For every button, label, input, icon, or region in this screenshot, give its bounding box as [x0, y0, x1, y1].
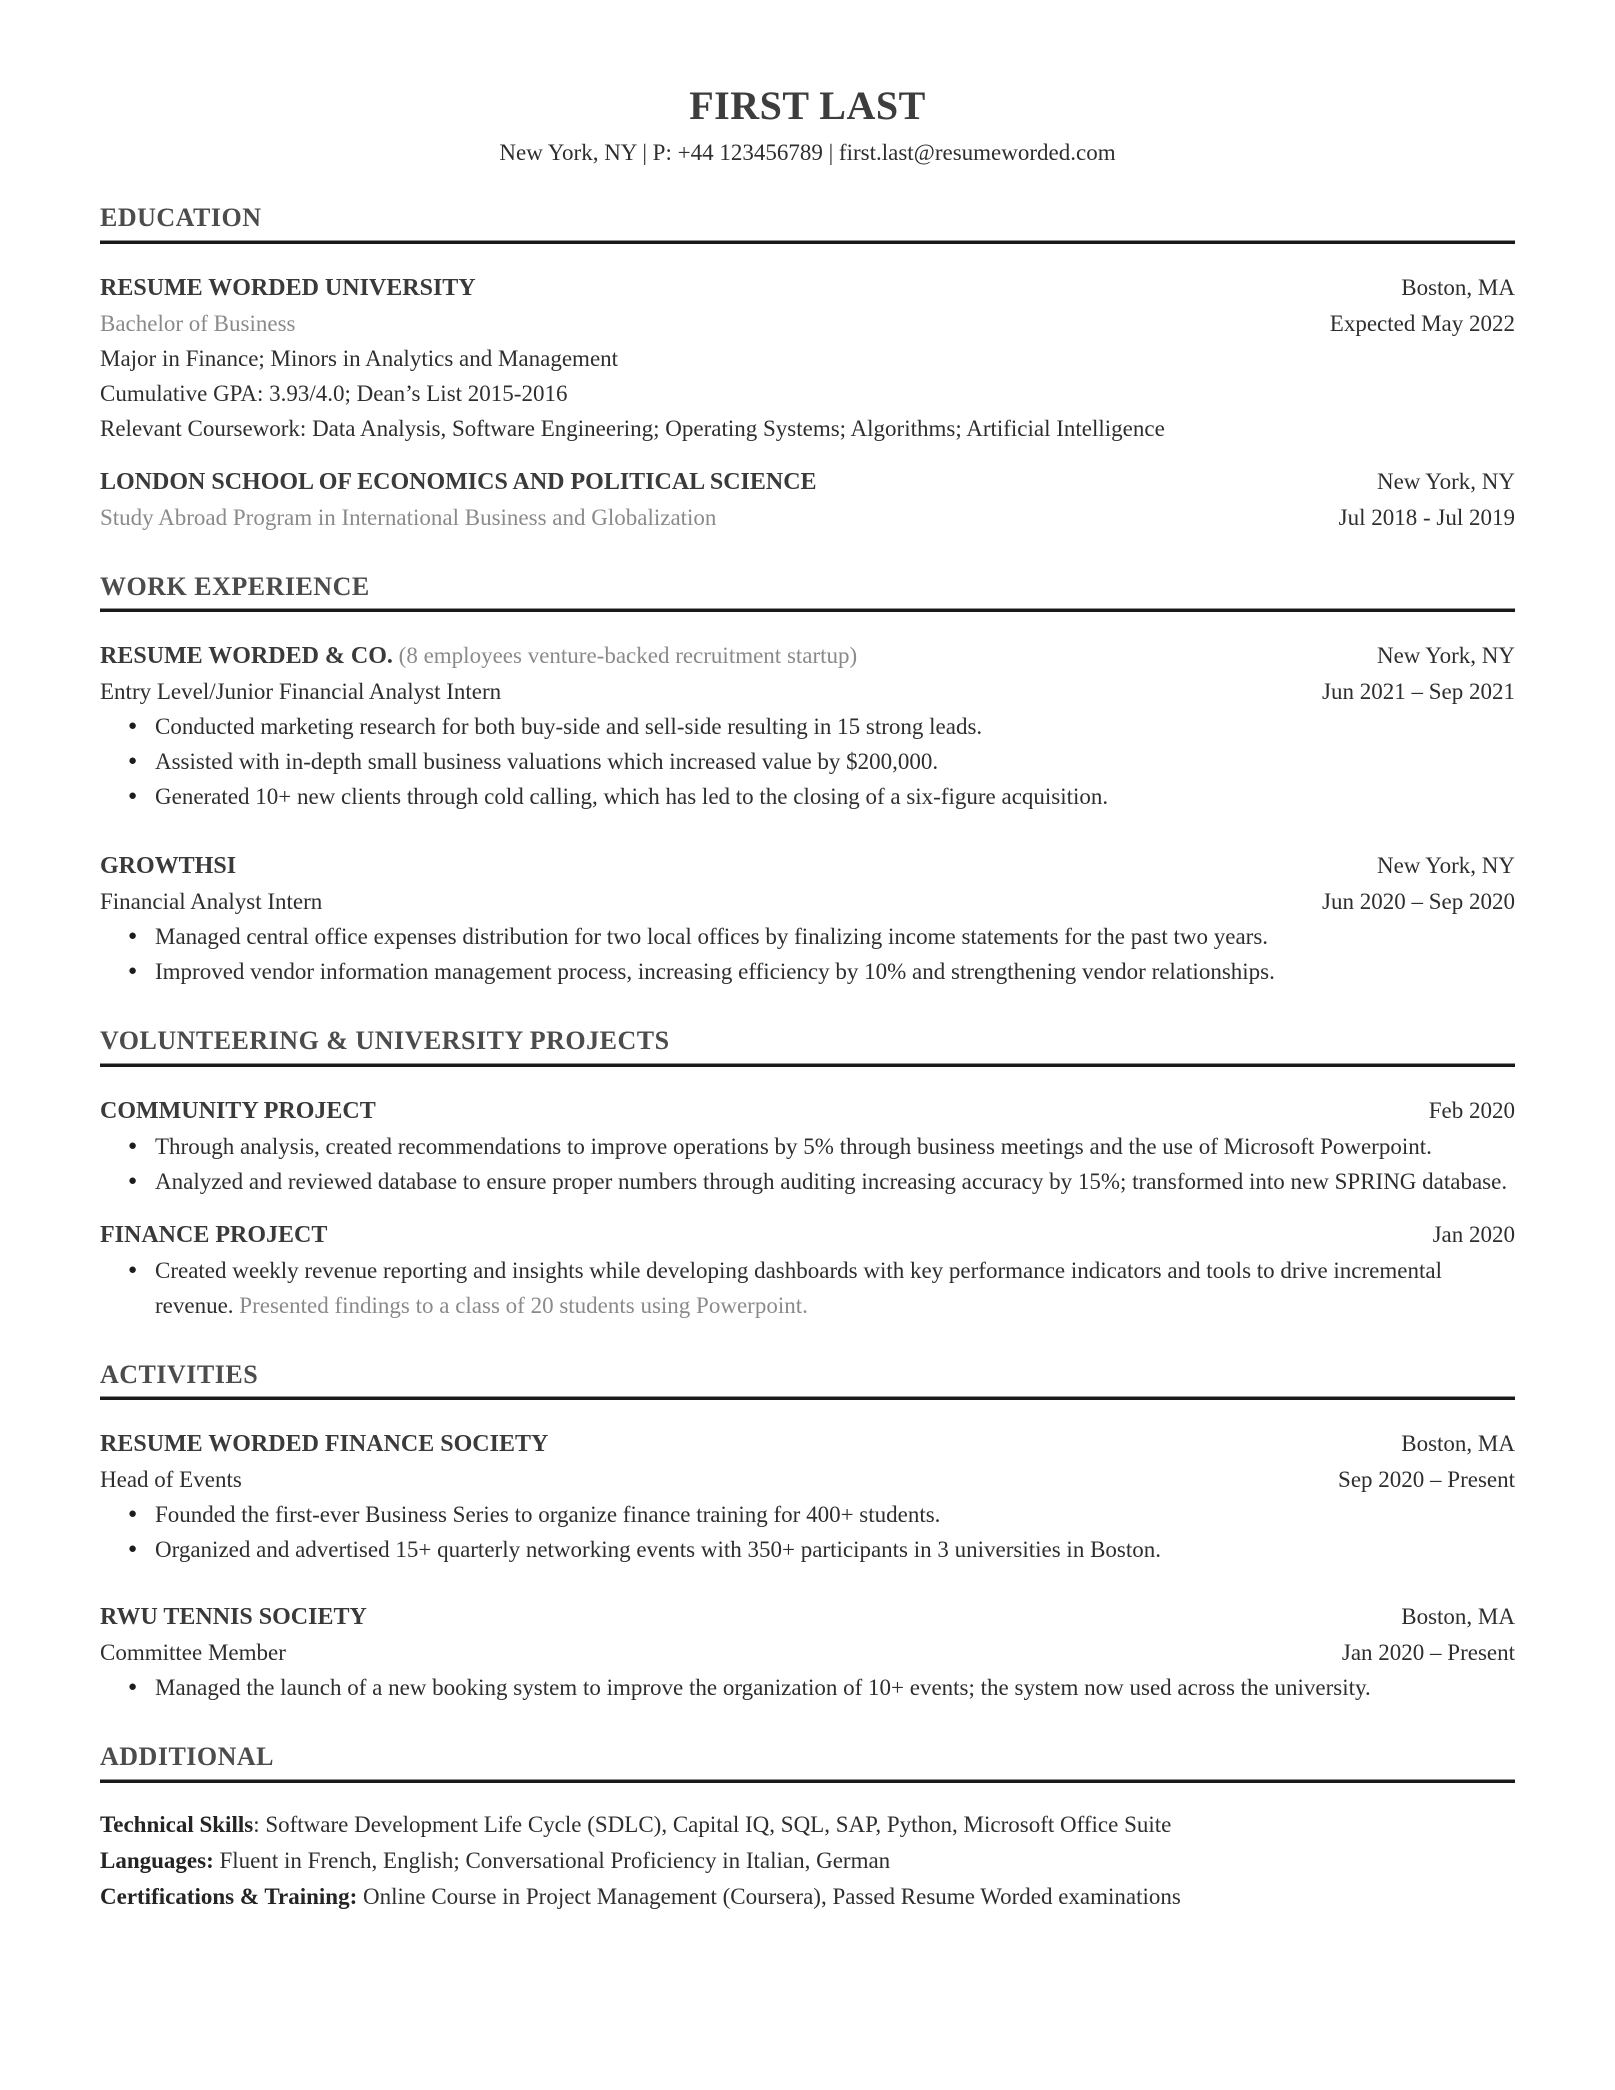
- education-entry: [100, 464, 1515, 535]
- entry-header-row: [100, 464, 1515, 500]
- bullet-list: [100, 709, 1515, 814]
- activity-role: Head of Events: [100, 1467, 242, 1493]
- bullet-list: [100, 1129, 1515, 1199]
- entry-date: Jun 2020 – Sep 2020: [1322, 889, 1515, 915]
- contact-line: New York, NY | P: +44 123456789 | first.last@resumeworded.com: [499, 140, 1116, 165]
- degree: Study Abroad Program in International Business and Globalization: [100, 504, 717, 530]
- education-entry: [100, 270, 1515, 446]
- bullet-item: [100, 1253, 1515, 1323]
- detail-line: Relevant Coursework: Data Analysis, Software Engineering; Operating Systems; Algorithms; Artificial Intelligence: [100, 415, 1165, 441]
- bullet-item: ● Analyzed and reviewed database to ensure proper numbers through auditing increasing accuracy by 15%; transformed into new SPRING database.: [100, 1164, 1515, 1199]
- section-work-experience: [100, 573, 1515, 990]
- entry-header-row: [100, 1426, 1515, 1462]
- additional-label: Certifications & Training:: [100, 1883, 358, 1909]
- organization-name: RWU TENNIS SOCIETY: [100, 1604, 367, 1631]
- entry-header-row: [100, 1217, 1515, 1253]
- project-entry: [100, 1217, 1515, 1323]
- bullet-item: ● Managed the launch of a new booking system to improve the organization of 10+ events; the system now used across the university.: [100, 1670, 1515, 1705]
- section-education: [100, 204, 1515, 535]
- activity-role: Committee Member: [100, 1640, 286, 1666]
- entry-date: Jan 2020: [1432, 1221, 1515, 1247]
- section-rule: [100, 1779, 1515, 1783]
- entry-location: Boston, MA: [1401, 274, 1515, 300]
- entry-location: New York, NY: [1376, 643, 1515, 669]
- bullet-list: [100, 1497, 1515, 1567]
- entry-subtitle-row: [100, 884, 1515, 919]
- section-rule: [100, 240, 1515, 244]
- degree: Bachelor of Business: [100, 310, 296, 336]
- bullet-item: ● Generated 10+ new clients through cold calling, which has led to the closing of a six-figure acquisition.: [100, 779, 1515, 814]
- school-name: RESUME WORDED UNIVERSITY: [100, 274, 476, 301]
- additional-text: Online Course in Project Management (Coursera), Passed Resume Worded examinations: [357, 1883, 1181, 1909]
- entry-header-row: [100, 638, 1515, 674]
- entry-subtitle-row: [100, 1635, 1515, 1670]
- activity-entry: [100, 1599, 1515, 1705]
- entry-date: Jul 2018 - Jul 2019: [1338, 504, 1515, 530]
- project-name: FINANCE PROJECT: [100, 1221, 328, 1248]
- entry-location: New York, NY: [1376, 468, 1515, 494]
- job-title: Financial Analyst Intern: [100, 889, 323, 915]
- section-volunteering-projects: [100, 1027, 1515, 1323]
- bullet-text-muted: Presented findings to a class of 20 students using Powerpoint.: [233, 1292, 808, 1318]
- section-rule: [100, 1063, 1515, 1067]
- section-rule: [100, 608, 1515, 612]
- school-name: LONDON SCHOOL OF ECONOMICS AND POLITICAL SCIENCE: [100, 468, 817, 495]
- entry-location: Boston, MA: [1401, 1431, 1515, 1457]
- entry-location: Boston, MA: [1401, 1604, 1515, 1630]
- activity-entry: [100, 1426, 1515, 1567]
- bullet-item: ● Assisted with in-depth small business valuations which increased value by $200,000.: [100, 744, 1515, 779]
- bullet-item: ● Conducted marketing research for both buy-side and sell-side resulting in 15 strong leads.: [100, 709, 1515, 744]
- section-title: EDUCATION: [100, 203, 262, 232]
- bullet-item: ● Through analysis, created recommendations to improve operations by 5% through business meetings and the use of Microsoft Powerpoint.: [100, 1129, 1515, 1164]
- entry-subtitle-row: [100, 674, 1515, 709]
- additional-label: Technical Skills: [100, 1811, 254, 1837]
- bullet-list: [100, 1670, 1515, 1705]
- entry-subtitle-row: [100, 1462, 1515, 1497]
- bullet-text: Created weekly revenue reporting and insights while developing dashboards with key performance indicators and tools to drive incremental revenue.: [155, 1257, 1442, 1318]
- job-title: Entry Level/Junior Financial Analyst Intern: [100, 679, 502, 705]
- entry-subtitle-row: [100, 500, 1515, 535]
- organization-name: RESUME WORDED FINANCE SOCIETY: [100, 1431, 549, 1458]
- section-title: WORK EXPERIENCE: [100, 571, 370, 601]
- section-additional: [100, 1743, 1515, 1915]
- company-name: RESUME WORDED & CO.: [100, 643, 393, 670]
- additional-text: : Software Development Life Cycle (SDLC), Capital IQ, SQL, SAP, Python, Microsoft Office Suite: [253, 1811, 1172, 1837]
- entry-header-row: [100, 1599, 1515, 1635]
- additional-line: [100, 1879, 1515, 1915]
- entry-date: Expected May 2022: [1329, 310, 1515, 336]
- entry-date: Jan 2020 – Present: [1341, 1640, 1515, 1666]
- project-entry: [100, 1093, 1515, 1199]
- bullet-list: [100, 919, 1515, 989]
- company-name: GROWTHSI: [100, 853, 237, 880]
- section-title: ADDITIONAL: [100, 1742, 275, 1772]
- detail-line: Major in Finance; Minors in Analytics and Management: [100, 345, 619, 371]
- entry-header-row: [100, 270, 1515, 306]
- bullet-item: ● Founded the first-ever Business Series to organize finance training for 400+ students.: [100, 1497, 1515, 1532]
- work-entry: [100, 638, 1515, 814]
- entry-subtitle-row: [100, 306, 1515, 341]
- section-title: VOLUNTEERING & UNIVERSITY PROJECTS: [100, 1026, 670, 1056]
- entry-header-row: [100, 848, 1515, 884]
- work-entry: [100, 848, 1515, 989]
- resume-name: FIRST LAST: [689, 83, 926, 128]
- additional-line: [100, 1807, 1515, 1843]
- entry-location: New York, NY: [1376, 853, 1515, 879]
- bullet-item: ● Improved vendor information management process, increasing efficiency by 10% and strengthening vendor relationships.: [100, 954, 1515, 989]
- entry-header-row: [100, 1093, 1515, 1129]
- section-title: ACTIVITIES: [100, 1359, 259, 1389]
- bullet-list: [100, 1253, 1515, 1323]
- additional-label: Languages:: [100, 1847, 214, 1873]
- section-activities: [100, 1361, 1515, 1706]
- additional-text: Fluent in French, English; Conversational Proficiency in Italian, German: [213, 1847, 891, 1873]
- bullet-item: ● Managed central office expenses distribution for two local offices by finalizing income statements for the past two years.: [100, 919, 1515, 954]
- project-name: COMMUNITY PROJECT: [100, 1097, 376, 1124]
- entry-date: Sep 2020 – Present: [1338, 1467, 1515, 1493]
- company-cell: [100, 638, 887, 674]
- entry-date: Feb 2020: [1428, 1097, 1515, 1123]
- company-note: (8 employees venture-backed recruitment startup): [392, 643, 858, 669]
- bullet-item: ● Organized and advertised 15+ quarterly networking events with 350+ participants in 3 universities in Boston.: [100, 1532, 1515, 1567]
- additional-line: [100, 1843, 1515, 1879]
- additional-lines: [100, 1807, 1515, 1915]
- entry-date: Jun 2021 – Sep 2021: [1322, 679, 1515, 705]
- section-rule: [100, 1396, 1515, 1400]
- detail-line: Cumulative GPA: 3.93/4.0; Dean’s List 2015-2016: [100, 380, 568, 406]
